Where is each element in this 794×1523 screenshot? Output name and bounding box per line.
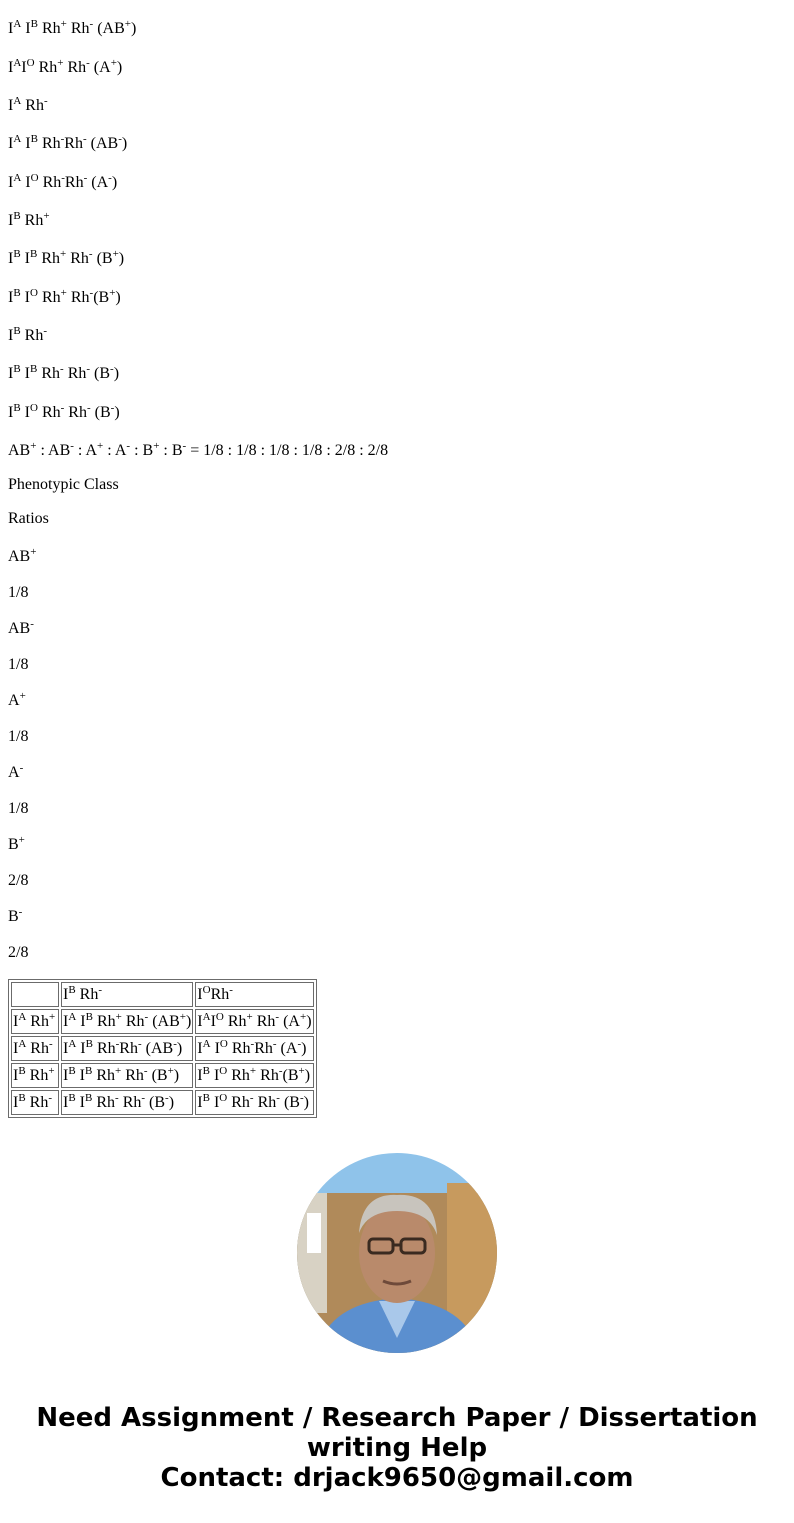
superscript: +: [18, 834, 25, 846]
text-run: (A: [87, 174, 109, 191]
text-run: ): [168, 1093, 175, 1111]
genotype-cell: [61, 1063, 193, 1088]
superscript: -: [173, 1037, 177, 1050]
text-run: I: [63, 1012, 69, 1030]
text-run: Rh: [64, 135, 83, 152]
text-run: : A: [103, 442, 127, 459]
table-row: [11, 1090, 314, 1115]
superscript: B: [30, 133, 38, 145]
row-header-cell: [11, 982, 59, 1007]
superscript: O: [219, 1064, 228, 1077]
superscript: -: [110, 363, 114, 375]
text-run: I: [197, 1066, 203, 1084]
genotype-line: [8, 96, 48, 116]
superscript: B: [13, 363, 21, 375]
superscript: -: [165, 1091, 169, 1104]
text-run: ): [176, 1039, 183, 1057]
superscript: B: [30, 248, 38, 260]
table-row: [11, 1036, 314, 1061]
text-run: Rh: [64, 174, 84, 191]
text-run: ): [111, 174, 118, 191]
punnett-square-table: [8, 979, 317, 1118]
text-run: I: [63, 985, 69, 1003]
superscript: B: [18, 1064, 26, 1077]
genotype-cell: [195, 1036, 313, 1061]
banner-line-3: Contact: drjack9650@gmail.com: [160, 1463, 634, 1493]
text-run: Rh: [66, 250, 89, 267]
superscript: +: [48, 1064, 55, 1077]
text-run: ): [301, 1039, 307, 1057]
text-run: (AB: [86, 135, 119, 152]
superscript: -: [108, 172, 112, 184]
genotype-line: [8, 173, 117, 193]
text-run: Rh: [256, 1066, 279, 1084]
text-run: Rh: [34, 59, 58, 76]
text-run: Rh: [26, 1012, 49, 1030]
genotype-cell: [61, 982, 193, 1007]
superscript: +: [153, 440, 160, 452]
superscript: +: [115, 1064, 122, 1077]
text-run: I: [197, 1093, 203, 1111]
superscript: O: [202, 983, 211, 996]
text-run: Rh: [121, 1012, 145, 1030]
superscript: -: [86, 57, 90, 69]
text-run: Rh: [121, 1066, 144, 1084]
text-run: Rh: [37, 289, 61, 306]
superscript: B: [18, 1091, 26, 1104]
text-run: I: [20, 289, 30, 306]
text-run: Rh: [227, 1039, 251, 1057]
superscript: +: [48, 1010, 56, 1023]
superscript: -: [249, 1091, 254, 1104]
text-run: I: [13, 1066, 19, 1084]
text-run: (B: [145, 1093, 166, 1111]
phenotype-ratio: 2/8: [8, 872, 29, 889]
superscript: B: [85, 1037, 93, 1050]
phenotype-class: [8, 691, 26, 711]
text-run: Rh: [92, 1012, 116, 1030]
table-row: [11, 1063, 314, 1088]
superscript: O: [30, 402, 38, 414]
text-run: (B: [90, 404, 111, 421]
text-run: I: [13, 1039, 19, 1057]
genotype-cell: [195, 1090, 313, 1115]
banner-line-1: Need Assignment / Research Paper / Dissertation: [36, 1403, 758, 1433]
superscript: +: [167, 1064, 174, 1077]
text-run: Rh: [227, 1093, 250, 1111]
text-run: ): [173, 1066, 180, 1084]
text-run: I: [63, 1093, 69, 1111]
text-run: I: [8, 289, 14, 306]
text-run: I: [209, 1093, 220, 1111]
text-run: Rh: [25, 1066, 49, 1084]
text-run: Rh: [25, 1093, 49, 1111]
text-run: I: [21, 135, 31, 152]
row-header-cell: [11, 1063, 59, 1088]
genotype-line: [8, 249, 124, 269]
text-run: I: [209, 1066, 220, 1084]
superscript: B: [13, 402, 21, 414]
author-portrait-image: [297, 1153, 497, 1353]
genotype-line: [8, 19, 136, 39]
superscript: -: [299, 1091, 304, 1104]
phenotypic-class-header: Phenotypic Class: [8, 476, 119, 493]
superscript: B: [13, 325, 21, 337]
superscript: -: [275, 1010, 280, 1023]
superscript: A: [68, 1037, 77, 1050]
superscript: +: [299, 1010, 307, 1023]
text-run: ): [118, 250, 125, 267]
text-run: I: [21, 59, 27, 76]
superscript: O: [215, 1010, 224, 1023]
superscript: -: [250, 1037, 255, 1050]
superscript: -: [115, 1091, 119, 1104]
phenotype-class: [8, 619, 34, 639]
superscript: +: [30, 440, 37, 452]
superscript: -: [182, 440, 187, 452]
superscript: -: [61, 172, 65, 184]
superscript: -: [70, 440, 74, 452]
superscript: -: [60, 363, 64, 375]
text-run: : AB: [36, 442, 71, 459]
genotype-cell: [61, 1090, 193, 1115]
phenotype-ratio: 1/8: [8, 584, 29, 601]
text-run: Rh: [227, 1066, 250, 1084]
text-run: I: [20, 404, 30, 421]
text-run: ): [303, 1093, 309, 1111]
text-run: Rh: [64, 404, 87, 421]
text-run: Rh: [92, 1066, 116, 1084]
text-run: Rh: [63, 59, 87, 76]
table-row: [11, 1009, 314, 1034]
superscript: +: [112, 248, 119, 260]
text-run: AB: [8, 548, 31, 565]
text-run: Rh: [37, 365, 61, 382]
text-run: ): [114, 404, 120, 421]
text-run: : A: [73, 442, 98, 459]
superscript: O: [30, 287, 38, 299]
genotype-cell: [195, 1009, 313, 1034]
banner-line-2: writing Help: [306, 1433, 488, 1463]
text-run: ): [185, 1012, 192, 1030]
superscript: -: [48, 1091, 53, 1104]
text-run: ): [116, 59, 123, 76]
superscript: -: [143, 1064, 148, 1077]
text-run: Rh: [63, 365, 87, 382]
text-run: Rh: [92, 1039, 116, 1057]
author-photo: [297, 1153, 497, 1353]
superscript: O: [219, 1091, 228, 1104]
superscript: -: [86, 363, 91, 375]
superscript: -: [19, 762, 24, 774]
text-run: Rh: [66, 20, 90, 37]
text-run: I: [76, 1012, 86, 1030]
text-run: ): [304, 1066, 311, 1084]
superscript: A: [13, 18, 22, 30]
superscript: A: [13, 172, 22, 184]
superscript: -: [86, 402, 91, 414]
superscript: A: [18, 1010, 27, 1023]
row-header-cell: [11, 1090, 59, 1115]
superscript: -: [43, 95, 48, 107]
text-run: ): [130, 20, 137, 37]
superscript: -: [118, 133, 122, 145]
text-run: (B: [147, 1066, 168, 1084]
text-run: I: [197, 1012, 203, 1030]
text-run: Rh: [26, 1039, 49, 1057]
text-run: ): [306, 1012, 312, 1030]
text-run: I: [20, 365, 30, 382]
text-run: I: [75, 1093, 85, 1111]
row-header-cell: [11, 1009, 59, 1034]
superscript: A: [13, 133, 22, 145]
superscript: B: [13, 248, 21, 260]
superscript: +: [109, 287, 116, 299]
text-run: I: [8, 59, 14, 76]
genotype-cell: [61, 1036, 193, 1061]
text-run: A: [8, 692, 20, 709]
text-run: I: [8, 404, 14, 421]
genotype-cell: [195, 1063, 313, 1088]
phenotype-ratio: 1/8: [8, 800, 29, 817]
text-run: I: [63, 1066, 69, 1084]
text-run: A: [8, 764, 20, 781]
superscript: +: [60, 18, 67, 30]
genotype-line: [8, 134, 127, 154]
text-run: I: [13, 1012, 19, 1030]
text-run: (B: [282, 1066, 299, 1084]
text-run: (B: [92, 250, 113, 267]
table-header-row: [11, 982, 314, 1007]
text-run: Rh: [37, 250, 61, 267]
text-run: I: [13, 1093, 19, 1111]
text-run: Rh: [37, 135, 61, 152]
text-run: (B: [279, 1093, 300, 1111]
superscript: -: [48, 1037, 53, 1050]
superscript: A: [68, 1010, 77, 1023]
text-run: (A: [89, 59, 111, 76]
text-run: Rh: [253, 1093, 277, 1111]
superscript: B: [68, 1064, 76, 1077]
superscript: -: [272, 1037, 277, 1050]
superscript: B: [30, 18, 38, 30]
text-run: Rh: [119, 1039, 138, 1057]
text-run: I: [8, 250, 14, 267]
text-run: I: [21, 174, 31, 191]
text-run: I: [8, 212, 14, 229]
text-run: Rh: [254, 1039, 273, 1057]
superscript: +: [298, 1064, 305, 1077]
superscript: -: [137, 1037, 142, 1050]
text-run: Rh: [75, 985, 99, 1003]
text-run: : B: [159, 442, 183, 459]
text-run: I: [76, 1039, 86, 1057]
superscript: +: [115, 1010, 122, 1023]
superscript: -: [278, 1064, 283, 1077]
row-header-cell: [11, 1036, 59, 1061]
superscript: +: [124, 18, 131, 30]
genotype-cell: [195, 982, 313, 1007]
text-run: (A: [279, 1012, 300, 1030]
text-run: I: [8, 20, 14, 37]
text-run: = 1/8 : 1/8 : 1/8 : 1/8 : 2/8 : 2/8: [186, 442, 389, 459]
superscript: +: [97, 440, 104, 452]
text-run: Rh: [223, 1012, 247, 1030]
text-run: Rh: [92, 1093, 116, 1111]
superscript: B: [13, 287, 21, 299]
superscript: +: [30, 546, 37, 558]
superscript: +: [57, 57, 64, 69]
superscript: -: [89, 18, 94, 30]
superscript: A: [18, 1037, 27, 1050]
text-run: I: [210, 1039, 220, 1057]
superscript: -: [229, 983, 233, 996]
superscript: +: [60, 248, 67, 260]
help-banner: [0, 1403, 794, 1493]
text-run: AB: [8, 620, 31, 637]
superscript: -: [89, 287, 94, 299]
text-run: (AB: [141, 1039, 174, 1057]
text-run: I: [8, 135, 14, 152]
superscript: A: [13, 57, 22, 69]
genotype-line: [8, 288, 121, 308]
superscript: B: [13, 210, 21, 222]
text-run: Rh: [210, 985, 230, 1003]
ratio-summary-line: [8, 441, 388, 461]
genotype-line: [8, 403, 120, 423]
superscript: -: [82, 133, 87, 145]
text-run: Rh: [20, 327, 44, 344]
text-run: Rh: [21, 97, 44, 114]
superscript: -: [83, 172, 88, 184]
text-run: I: [75, 1066, 85, 1084]
superscript: B: [85, 1064, 93, 1077]
text-run: (AB: [93, 20, 125, 37]
text-run: (A: [276, 1039, 298, 1057]
superscript: -: [115, 1037, 120, 1050]
superscript: -: [60, 402, 65, 414]
superscript: -: [43, 325, 48, 337]
text-run: I: [210, 1012, 216, 1030]
genotype-line: [8, 211, 50, 231]
superscript: -: [60, 133, 65, 145]
superscript: -: [141, 1091, 146, 1104]
text-run: Rh: [20, 212, 44, 229]
superscript: -: [144, 1010, 149, 1023]
phenotype-class: [8, 835, 25, 855]
text-run: (B: [90, 365, 111, 382]
superscript: -: [297, 1037, 302, 1050]
text-run: Rh: [252, 1012, 276, 1030]
superscript: +: [60, 287, 67, 299]
superscript: B: [202, 1091, 210, 1104]
superscript: +: [249, 1064, 257, 1077]
superscript: +: [43, 210, 50, 222]
superscript: +: [19, 690, 26, 702]
text-run: I: [8, 365, 14, 382]
text-run: I: [197, 985, 203, 1003]
superscript: B: [30, 363, 38, 375]
text-run: B: [8, 836, 19, 853]
superscript: B: [202, 1064, 210, 1077]
genotype-line: [8, 58, 122, 78]
phenotype-ratio: 2/8: [8, 944, 29, 961]
ratios-header: Ratios: [8, 510, 49, 527]
text-run: Rh: [118, 1093, 142, 1111]
superscript: A: [202, 1010, 211, 1023]
superscript: B: [85, 1010, 93, 1023]
phenotype-class: [8, 763, 23, 783]
superscript: B: [85, 1091, 93, 1104]
phenotype-class: [8, 547, 36, 567]
text-run: Rh: [38, 174, 62, 191]
text-run: I: [20, 250, 30, 267]
text-run: I: [8, 327, 14, 344]
superscript: -: [110, 402, 115, 414]
superscript: -: [98, 983, 103, 996]
text-run: Rh: [37, 404, 61, 421]
text-run: I: [8, 174, 14, 191]
superscript: -: [88, 248, 93, 260]
text-run: I: [21, 20, 31, 37]
superscript: O: [30, 172, 39, 184]
genotype-line: [8, 364, 119, 384]
superscript: -: [276, 1091, 280, 1104]
superscript: O: [26, 57, 35, 69]
superscript: +: [246, 1010, 253, 1023]
superscript: B: [68, 1091, 76, 1104]
text-run: : B: [130, 442, 154, 459]
text-run: (B: [93, 289, 110, 306]
text-run: I: [8, 97, 14, 114]
text-run: B: [8, 908, 19, 925]
superscript: -: [126, 440, 131, 452]
superscript: +: [179, 1010, 186, 1023]
genotype-cell: [61, 1009, 193, 1034]
superscript: -: [18, 906, 23, 918]
text-run: ): [113, 365, 120, 382]
superscript: -: [30, 618, 34, 630]
superscript: A: [202, 1037, 211, 1050]
phenotype-ratio: 1/8: [8, 728, 29, 745]
superscript: A: [13, 95, 22, 107]
genotype-line: [8, 326, 47, 346]
superscript: B: [68, 983, 76, 996]
text-run: AB: [8, 442, 31, 459]
text-run: Rh: [66, 289, 90, 306]
text-run: ): [115, 289, 121, 306]
text-run: I: [63, 1039, 69, 1057]
superscript: +: [110, 57, 117, 69]
phenotype-ratio: 1/8: [8, 656, 29, 673]
text-run: ): [121, 135, 128, 152]
text-run: I: [197, 1039, 203, 1057]
text-run: Rh: [37, 20, 61, 37]
text-run: (AB: [148, 1012, 180, 1030]
phenotype-class: [8, 907, 22, 927]
superscript: O: [219, 1037, 228, 1050]
